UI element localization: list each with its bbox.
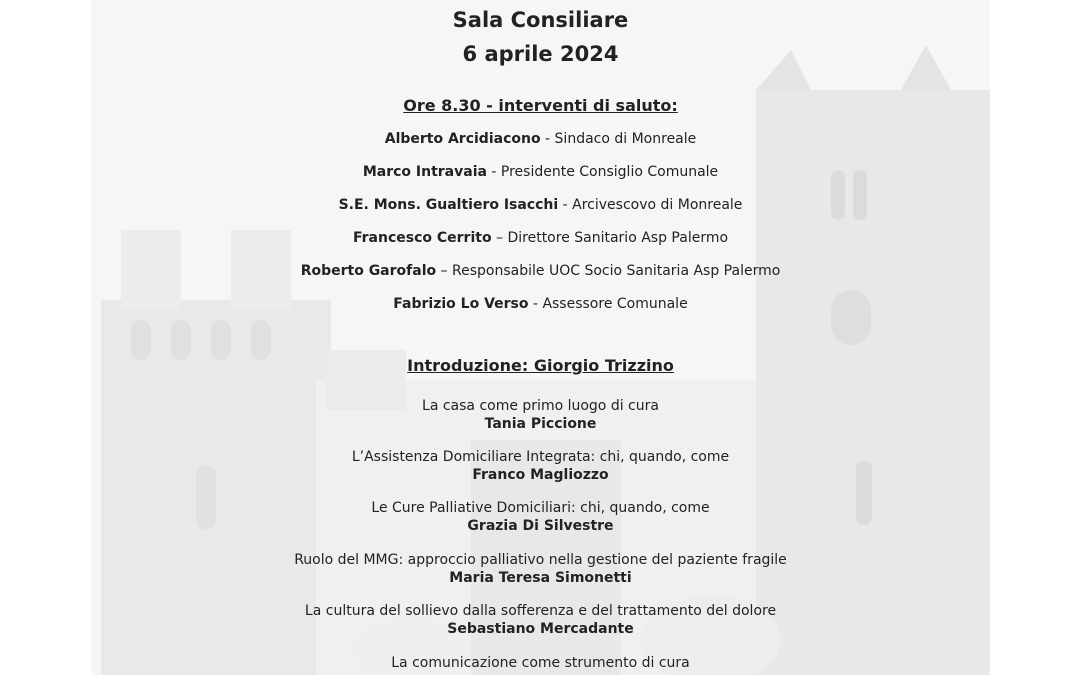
greeting-item [91, 263, 990, 279]
greeting-item [91, 296, 990, 312]
talk-title: Le Cure Palliative Domiciliari: chi, quando, come [371, 500, 710, 516]
program-item [91, 602, 990, 638]
talk-speaker: Grazia Di Silvestre [467, 518, 614, 534]
greeting-item [91, 131, 990, 147]
event-date: 6 aprile 2024 [462, 42, 619, 66]
greeting-role: Presidente Consiglio Comunale [500, 164, 719, 180]
program-item [91, 499, 990, 535]
greeting-name: S.E. Mons. Gualtiero Isacchi [338, 197, 559, 213]
talk-title: L’Assistenza Domiciliare Integrata: chi, quando, come [351, 449, 730, 465]
greeting-item [91, 164, 990, 180]
greeting-name: Roberto Garofalo [300, 263, 437, 279]
greeting-separator: - [528, 296, 543, 312]
greeting-role: Responsabile UOC Socio Sanitaria Asp Palermo [452, 263, 781, 279]
program-item [91, 654, 990, 672]
greeting-name: Fabrizio Lo Verso [393, 296, 529, 312]
greeting-role: Direttore Sanitario Asp Palermo [507, 230, 729, 246]
talk-speaker: Tania Piccione [484, 416, 597, 432]
greeting-name: Francesco Cerrito [352, 230, 492, 246]
talk-title: La casa come primo luogo di cura [422, 398, 659, 414]
talk-speaker: Maria Teresa Simonetti [449, 570, 632, 586]
talk-title: La cultura del sollievo dalla sofferenza e del trattamento del dolore [304, 603, 777, 619]
greeting-separator: - [486, 164, 501, 180]
greeting-separator: – [436, 263, 453, 279]
program-item [91, 551, 990, 587]
program-item [91, 397, 990, 433]
greeting-separator: – [491, 230, 508, 246]
greeting-separator: - [540, 131, 555, 147]
greetings-heading: Ore 8.30 - interventi di saluto: [403, 96, 678, 115]
talk-title: Ruolo del MMG: approccio palliativo nella gestione del paziente fragile [294, 552, 787, 568]
introduction-heading: Introduzione: Giorgio Trizzino [407, 356, 674, 375]
venue-title: Sala Consiliare [452, 8, 629, 32]
greeting-name: Marco Intravaia [362, 164, 487, 180]
greeting-item [91, 197, 990, 213]
program-item [91, 448, 990, 484]
talk-speaker: Franco Magliozzo [472, 467, 609, 483]
greeting-role: Sindaco di Monreale [554, 131, 697, 147]
greeting-role: Assessore Comunale [542, 296, 688, 312]
greeting-role: Arcivescovo di Monreale [572, 197, 743, 213]
talk-title: La comunicazione come strumento di cura [391, 655, 690, 671]
greeting-separator: - [558, 197, 573, 213]
event-poster [91, 0, 990, 675]
greeting-item [91, 230, 990, 246]
talk-speaker: Sebastiano Mercadante [447, 621, 634, 637]
greeting-name: Alberto Arcidiacono [384, 131, 541, 147]
